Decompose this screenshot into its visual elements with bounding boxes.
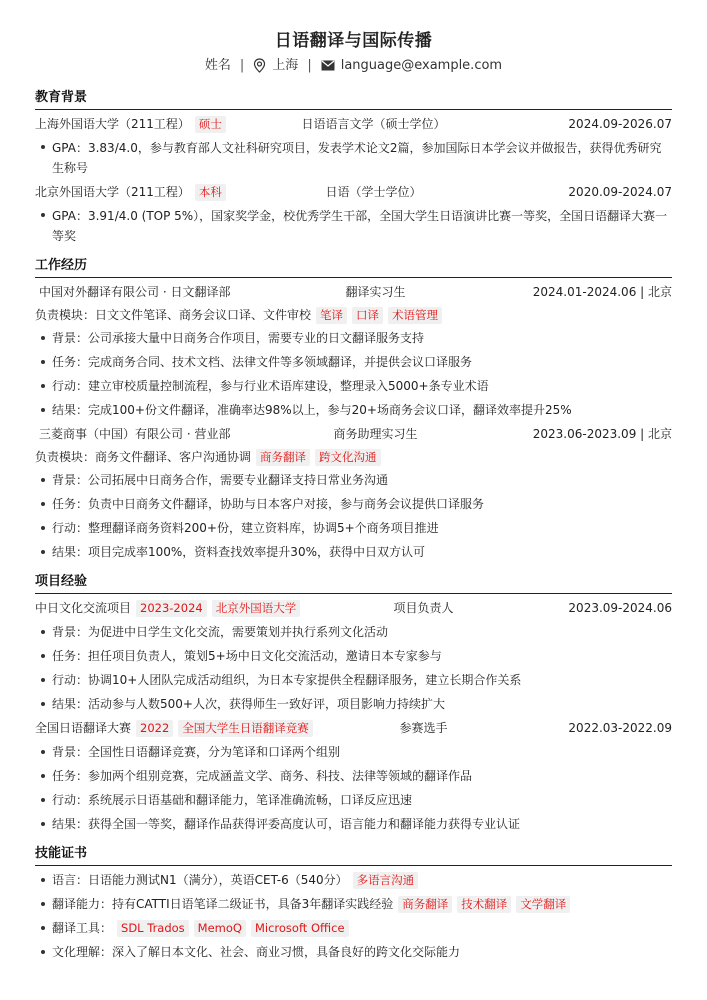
project-name: 中日文化交流项目 [35, 601, 132, 615]
skill-tag: 跨文化沟通 [315, 449, 381, 466]
contact-line [35, 55, 672, 77]
education-bullets [35, 136, 672, 180]
major: 日语（学士学位） [325, 185, 422, 199]
skill-item [35, 892, 672, 916]
company-name: 三菱商事（中国）有限公司 · 营业部 [39, 427, 231, 441]
envelope-icon [321, 55, 335, 77]
education-bullets [35, 204, 672, 248]
skill-tag: 商务翻译 [398, 896, 452, 913]
list-item: 结果：获得全国一等奖，翻译作品获得评委高度认可，语言能力和翻译能力获得专业认证 [35, 812, 672, 836]
skill-item [35, 868, 672, 892]
section-title-projects: 项目经验 [35, 573, 672, 594]
education-section [35, 89, 672, 248]
dates: 2024.09-2026.07 [568, 117, 672, 131]
list-item: 行动：系统展示日语基础和翻译能力，笔译准确流畅，口译反应迅速 [35, 788, 672, 812]
skill-tag: 笔译 [316, 307, 347, 324]
skill-tag: 多语言沟通 [353, 872, 419, 889]
location-pin-icon [253, 55, 266, 77]
company-name: 中国对外翻译有限公司 · 日文翻译部 [39, 285, 231, 299]
work-bullets [35, 468, 672, 564]
projects-section [35, 573, 672, 836]
responsibility-line [35, 304, 672, 326]
responsibility-text: 负责模块：商务文件翻译、客户沟通协调 [35, 450, 252, 464]
work-entry-header [35, 280, 672, 304]
project-tag: 北京外国语大学 [212, 600, 301, 617]
list-item: 结果：完成100+份文件翻译，准确率达98%以上，参与20+场商务会议口译，翻译效率提升25% [35, 398, 672, 422]
list-item: 行动：整理翻译商务资料200+份，建立资料库，协调5+个商务项目推进 [35, 516, 672, 540]
work-section [35, 257, 672, 564]
list-item: 任务：负责中日商务文件翻译，协助与日本客户对接，参与商务会议提供口译服务 [35, 492, 672, 516]
resume-title: 日语翻译与国际传播 [274, 31, 433, 51]
skill-tag: 文学翻译 [516, 896, 570, 913]
location-text: 上海 [272, 58, 299, 73]
school-name: 北京外国语大学（211工程） [35, 185, 190, 199]
project-name: 全国日语翻译大赛 [35, 721, 132, 735]
skill-text: 语言：日语能力测试N1（满分），英语CET-6（540分） [52, 873, 348, 887]
project-bullets [35, 740, 672, 836]
school-name: 上海外国语大学（211工程） [35, 117, 190, 131]
separator: | [239, 58, 245, 73]
major: 日语语言文学（硕士学位） [301, 117, 446, 131]
role: 翻译实习生 [345, 285, 406, 299]
email-link[interactable]: language@example.com [340, 58, 503, 73]
project-tag: 2022 [136, 720, 173, 737]
skill-text: 翻译工具： [52, 921, 113, 935]
tool-tag: MemoQ [194, 920, 246, 937]
work-entry-header [35, 422, 672, 446]
skill-item [35, 940, 672, 964]
skill-text: 文化理解：深入了解日本文化、社会、商业习惯，具备良好的跨文化交际能力 [52, 945, 461, 959]
dates-location: 2024.01-2024.06 | 北京 [532, 285, 672, 299]
section-title-skills: 技能证书 [35, 845, 672, 866]
dates: 2023.09-2024.06 [568, 601, 672, 615]
list-item: GPA：3.83/4.0，参与教育部人文社科研究项目，发表学术论文2篇，参加国际日本学会议并做报告，获得优秀研究生称号 [35, 136, 672, 180]
skill-tag: 技术翻译 [457, 896, 511, 913]
dates: 2020.09-2024.07 [568, 185, 672, 199]
skill-text: 翻译能力：持有CATTI日语笔译二级证书，具备3年翻译实践经验 [52, 897, 394, 911]
name-text: 姓名 [204, 58, 231, 73]
dates: 2022.03-2022.09 [568, 721, 672, 735]
skill-item [35, 916, 672, 940]
section-title-work: 工作经历 [35, 257, 672, 278]
list-item: 任务：参加两个组别竞赛，完成涵盖文学、商务、科技、法律等领域的翻译作品 [35, 764, 672, 788]
responsibility-line [35, 446, 672, 468]
skills-bullets [35, 868, 672, 964]
education-entry-header [35, 112, 672, 136]
education-entry-header [35, 180, 672, 204]
list-item: 背景：全国性日语翻译竞赛，分为笔译和口译两个组别 [35, 740, 672, 764]
tool-tag: SDL Trados [117, 920, 189, 937]
separator: | [307, 58, 312, 73]
project-entry-header [35, 596, 672, 620]
role: 项目负责人 [393, 601, 454, 615]
skill-tag: 口译 [352, 307, 383, 324]
skill-tag: 术语管理 [388, 307, 442, 324]
project-tag: 2023-2024 [136, 600, 207, 617]
list-item: 背景：公司拓展中日商务合作，需要专业翻译支持日常业务沟通 [35, 468, 672, 492]
list-item: 背景：公司承接大量中日商务合作项目，需要专业的日文翻译服务支持 [35, 326, 672, 350]
section-title-education: 教育背景 [35, 89, 672, 110]
list-item: 背景：为促进中日学生文化交流，需要策划并执行系列文化活动 [35, 620, 672, 644]
list-item: 任务：担任项目负责人，策划5+场中日文化交流活动，邀请日本专家参与 [35, 644, 672, 668]
skills-section [35, 845, 672, 964]
dates-location: 2023.06-2023.09 | 北京 [532, 427, 672, 441]
list-item: 行动：协调10+人团队完成活动组织，为日本专家提供全程翻译服务，建立长期合作关系 [35, 668, 672, 692]
list-item: 行动：建立审校质量控制流程，参与行业术语库建设，整理录入5000+条专业术语 [35, 374, 672, 398]
tool-tag: Microsoft Office [251, 920, 349, 937]
list-item: 结果：项目完成率100%，资料查找效率提升30%，获得中日双方认可 [35, 540, 672, 564]
list-item: 任务：完成商务合同、技术文档、法律文件等多领域翻译，并提供会议口译服务 [35, 350, 672, 374]
project-tag: 全国大学生日语翻译竞赛 [178, 720, 313, 737]
work-bullets [35, 326, 672, 422]
list-item: GPA：3.91/4.0 (TOP 5%），国家奖学金，校优秀学生干部，全国大学生日语演讲比赛一等奖，全国日语翻译大赛一等奖 [35, 204, 672, 248]
role: 商务助理实习生 [333, 427, 418, 441]
role: 参赛选手 [399, 721, 448, 735]
degree-tag: 硕士 [195, 116, 226, 133]
skill-tag: 商务翻译 [256, 449, 310, 466]
list-item: 结果：活动参与人数500+人次，获得师生一致好评，项目影响力持续扩大 [35, 692, 672, 716]
project-entry-header [35, 716, 672, 740]
project-bullets [35, 620, 672, 716]
degree-tag: 本科 [195, 184, 226, 201]
responsibility-text: 负责模块：日文文件笔译、商务会议口译、文件审校 [35, 308, 312, 322]
